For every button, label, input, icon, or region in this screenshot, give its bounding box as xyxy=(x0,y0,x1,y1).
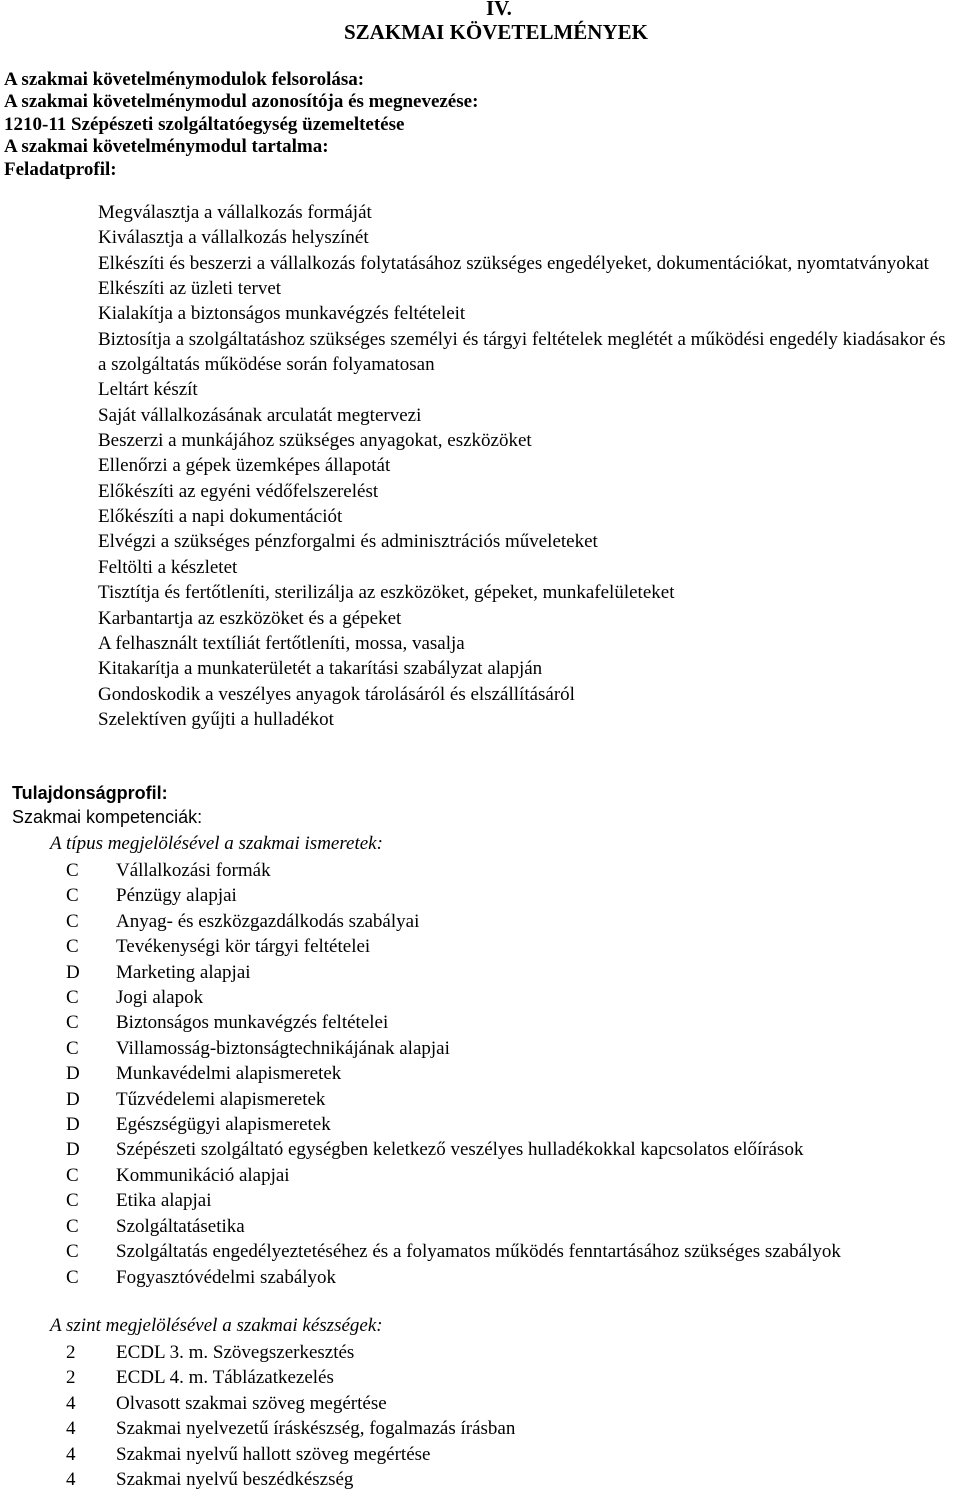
knowledge-text: Szolgáltatásetika xyxy=(116,1215,245,1237)
skills-list xyxy=(66,1340,515,1492)
type-code: C xyxy=(66,1190,79,1212)
knowledge-text: Marketing alapjai xyxy=(116,961,251,983)
task-item: A felhasznált textíliát fertőtleníti, mossa, vasalja xyxy=(98,632,465,654)
knowledge-list xyxy=(66,858,841,1290)
skills-caption: A szint megjelölésével a szakmai készségek: xyxy=(50,1315,383,1336)
knowledge-item xyxy=(66,883,841,908)
knowledge-item xyxy=(66,1112,841,1137)
task-item: Ellenőrzi a gépek üzemképes állapotát xyxy=(98,455,391,477)
task-item: Elvégzi a szükséges pénzforgalmi és adminisztrációs műveleteket xyxy=(98,531,598,553)
skill-text: ECDL 3. m. Szövegszerkesztés xyxy=(116,1342,355,1363)
knowledge-caption: A típus megjelölésével a szakmai ismeretek: xyxy=(50,833,383,854)
knowledge-text: Vállalkozási formák xyxy=(116,860,271,881)
task-list xyxy=(98,200,958,732)
task-item: Karbantartja az eszközöket és a gépeket xyxy=(98,607,402,629)
skill-text: Szakmai nyelvezetű íráskészség, fogalmazás írásban xyxy=(116,1418,516,1440)
knowledge-text: Szépészeti szolgáltató egységben keletkező veszélyes hulladékokkal kapcsolatos előírások xyxy=(116,1139,804,1161)
type-code: C xyxy=(66,1241,79,1263)
knowledge-item xyxy=(66,1137,841,1162)
level-code: 2 xyxy=(66,1342,76,1363)
task-item: Gondoskodik a veszélyes anyagok tárolásáról és elszállításáról xyxy=(98,683,575,705)
task-item: Kitakarítja a munkaterületét a takarítási szabályzat alapján xyxy=(98,658,543,680)
task-item: Elkészíti az üzleti tervet xyxy=(98,278,282,300)
skill-item xyxy=(66,1467,515,1492)
knowledge-text: Pénzügy alapjai xyxy=(116,885,237,907)
knowledge-item xyxy=(66,1163,841,1188)
level-code: 2 xyxy=(66,1367,76,1389)
knowledge-item xyxy=(66,1061,841,1086)
skill-text: Szakmai nyelvű beszédkészség xyxy=(116,1469,354,1491)
task-item: Szelektíven gyűjti a hulladékot xyxy=(98,708,334,730)
knowledge-item xyxy=(66,909,841,934)
knowledge-text: Fogyasztóvédelmi szabályok xyxy=(116,1266,337,1288)
knowledge-item xyxy=(66,985,841,1010)
knowledge-text: Tűzvédelemi alapismeretek xyxy=(116,1088,326,1110)
knowledge-item xyxy=(66,1036,841,1061)
knowledge-text: Villamosság-biztonságtechnikájának alapjai xyxy=(116,1037,450,1059)
knowledge-text: Munkavédelmi alapismeretek xyxy=(116,1063,342,1085)
type-code: C xyxy=(66,1012,79,1034)
module-content-heading: A szakmai követelménymodul tartalma: xyxy=(4,136,329,158)
module-id-heading: A szakmai követelménymodul azonosítója és megnevezése: xyxy=(4,91,479,113)
knowledge-text: Jogi alapok xyxy=(116,987,204,1009)
knowledge-item xyxy=(66,858,841,883)
level-code: 4 xyxy=(66,1469,76,1491)
competencies-heading: Szakmai kompetenciák: xyxy=(12,807,203,827)
type-code: D xyxy=(66,1063,80,1085)
type-code: C xyxy=(66,910,79,932)
skill-item xyxy=(66,1365,515,1390)
task-profile-heading: Feladatprofil: xyxy=(4,158,117,180)
knowledge-text: Anyag- és eszközgazdálkodás szabályai xyxy=(116,910,420,932)
module-list-heading: A szakmai követelménymodulok felsorolása: xyxy=(4,69,365,90)
task-item: Előkészíti az egyéni védőfelszerelést xyxy=(98,480,379,502)
knowledge-item xyxy=(66,1087,841,1112)
skill-text: Szakmai nyelvű hallott szöveg megértése xyxy=(116,1443,431,1465)
task-item: Leltárt készít xyxy=(98,379,198,401)
skill-item xyxy=(66,1442,515,1467)
knowledge-item xyxy=(66,1188,841,1213)
type-code: C xyxy=(66,936,79,958)
type-code: C xyxy=(66,987,79,1009)
level-code: 4 xyxy=(66,1392,76,1414)
knowledge-item xyxy=(66,1265,841,1290)
task-item: Előkészíti a napi dokumentációt xyxy=(98,506,343,528)
level-code: 4 xyxy=(66,1443,76,1465)
task-item: Biztosítja a szolgáltatáshoz szükséges személyi és tárgyi feltételek meglétét a működési engedély kiadásakor és a szolgáltatás működése során folyamatosan xyxy=(98,328,946,376)
skill-text: Olvasott szakmai szöveg megértése xyxy=(116,1392,387,1414)
task-item: Kiválasztja a vállalkozás helyszínét xyxy=(98,227,369,249)
task-item: Tisztítja és fertőtleníti, sterilizálja az eszközöket, gépeket, munkafelületeket xyxy=(98,582,675,604)
type-code: D xyxy=(66,1139,80,1161)
knowledge-text: Szolgáltatás engedélyeztetéséhez és a folyamatos működés fenntartásához szükséges szabályok xyxy=(116,1241,841,1263)
type-code: C xyxy=(66,860,79,881)
module-id: 1210-11 Szépészeti szolgáltatóegység üzemeltetése xyxy=(4,113,405,135)
level-code: 4 xyxy=(66,1418,76,1440)
type-code: C xyxy=(66,1037,79,1059)
type-code: D xyxy=(66,961,80,983)
task-item: Elkészíti és beszerzi a vállalkozás folytatásához szükséges engedélyeket, dokumentációkat, nyomtatványokat xyxy=(98,252,929,274)
task-item: Saját vállalkozásának arculatát megtervezi xyxy=(98,404,422,426)
type-code: D xyxy=(66,1088,80,1110)
type-code: C xyxy=(66,885,79,907)
type-code: C xyxy=(66,1215,79,1237)
skill-item xyxy=(66,1391,515,1416)
chapter-title: SZAKMAI KÖVETELMÉNYEK xyxy=(344,20,648,44)
knowledge-text: Etika alapjai xyxy=(116,1190,212,1212)
task-item: Beszerzi a munkájához szükséges anyagokat, eszközöket xyxy=(98,430,532,452)
task-item: Kialakítja a biztonságos munkavégzés feltételeit xyxy=(98,303,466,325)
knowledge-text: Tevékenységi kör tárgyi feltételei xyxy=(116,936,371,958)
knowledge-item xyxy=(66,934,841,959)
property-profile-heading: Tulajdonságprofil: xyxy=(12,783,168,803)
knowledge-text: Biztonságos munkavégzés feltételei xyxy=(116,1012,389,1034)
knowledge-item xyxy=(66,1010,841,1035)
task-item: Feltölti a készletet xyxy=(98,556,238,578)
task-item: Megválasztja a vállalkozás formáját xyxy=(98,202,372,223)
chapter-number: IV. xyxy=(486,0,512,20)
type-code: C xyxy=(66,1266,79,1288)
knowledge-item xyxy=(66,960,841,985)
knowledge-text: Kommunikáció alapjai xyxy=(116,1164,290,1186)
module-header xyxy=(4,69,954,181)
type-code: C xyxy=(66,1164,79,1186)
knowledge-text: Egészségügyi alapismeretek xyxy=(116,1114,331,1136)
skill-text: ECDL 4. m. Táblázatkezelés xyxy=(116,1367,334,1389)
skill-item xyxy=(66,1340,515,1365)
knowledge-item xyxy=(66,1239,841,1264)
type-code: D xyxy=(66,1114,80,1136)
knowledge-item xyxy=(66,1214,841,1239)
skill-item xyxy=(66,1416,515,1441)
